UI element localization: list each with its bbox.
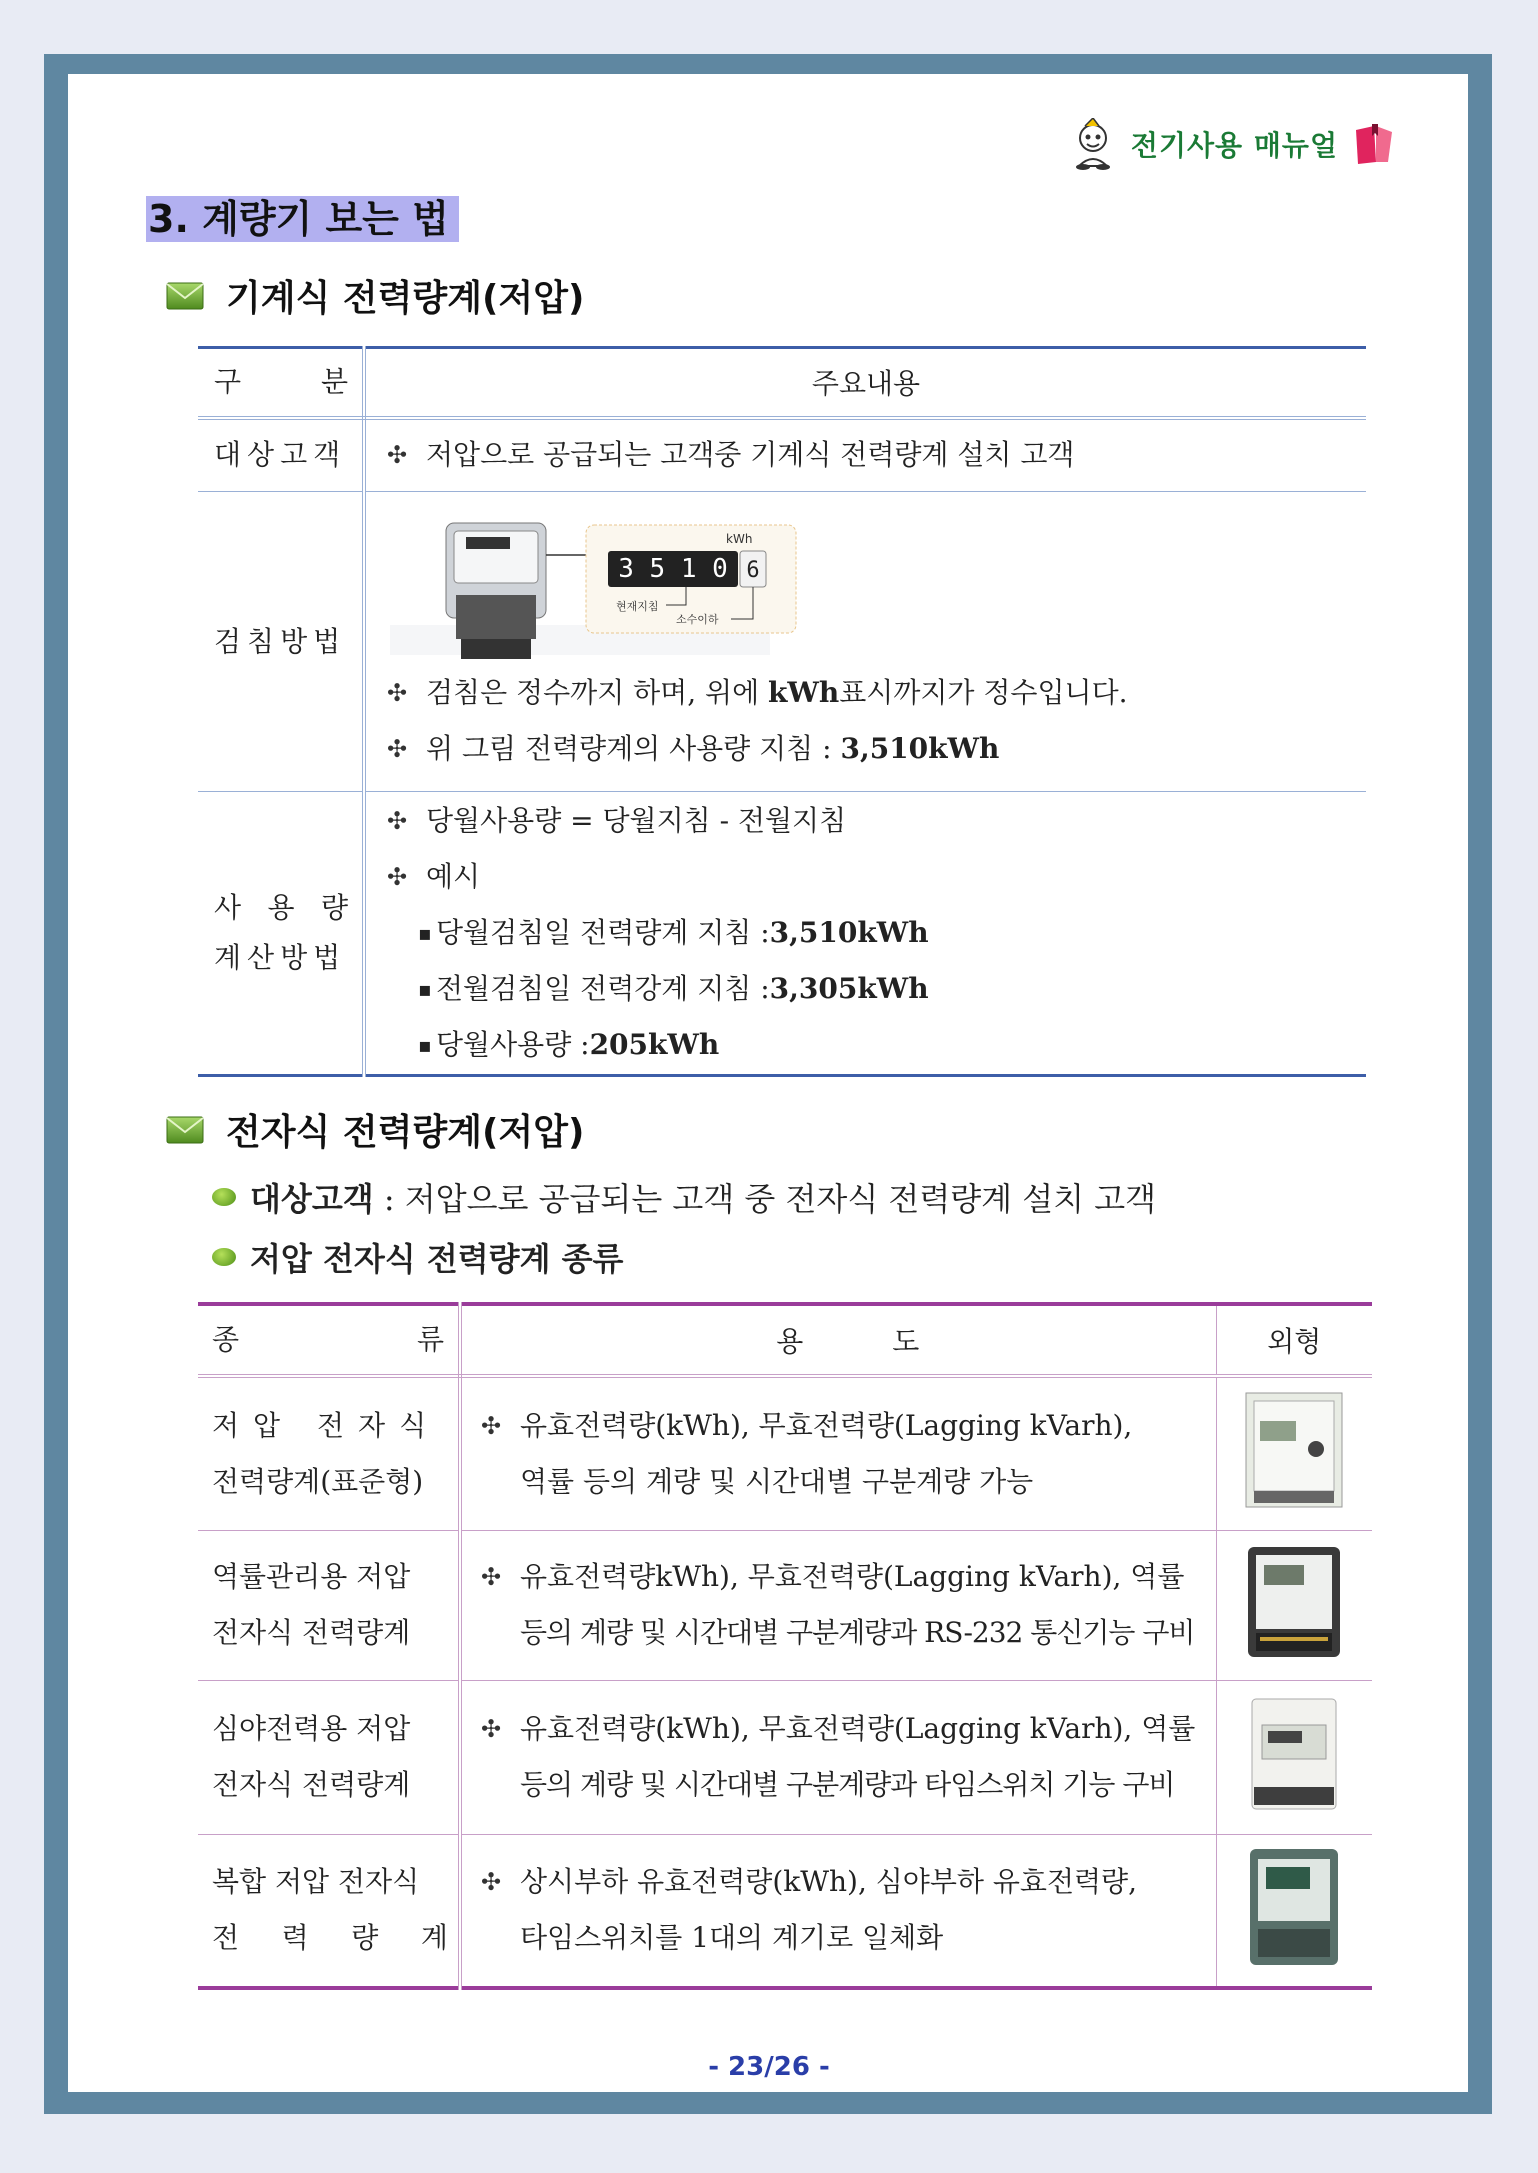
- table-row: [198, 1834, 1372, 1988]
- table-row: [198, 1680, 1372, 1834]
- table-header-row: [198, 1304, 1372, 1376]
- standard-meter-image: [1244, 1391, 1344, 1509]
- meter-illustration: [386, 515, 1366, 665]
- meter-name-line1: 심야전력용 저압: [212, 1712, 411, 1745]
- table-header-row: [198, 348, 1366, 418]
- diamond-bullet-icon: ✣: [480, 1411, 502, 1440]
- square-bullet-icon: ▪: [418, 921, 432, 945]
- reading-rule-text-end: 표시까지가 정수입니다.: [839, 675, 1128, 709]
- square-bullet-icon: ▪: [418, 977, 432, 1001]
- table-row: [198, 1530, 1372, 1680]
- bullet-label: 대상고객: [250, 1180, 374, 1218]
- meter-decimal: 6: [746, 557, 760, 583]
- book-icon: [1352, 122, 1398, 166]
- bullet-meter-types: [212, 1234, 623, 1280]
- example-item-text: 당월사용량 :: [436, 1028, 590, 1061]
- formula-text: 당월사용량 = 당월지침 - 전월지침: [426, 804, 847, 837]
- bullet-label: 저압 전자식 전력량계 종류: [250, 1240, 624, 1278]
- meter-unit: kWh: [726, 531, 753, 546]
- header-bun: 분: [320, 365, 348, 399]
- meter-current-label: 현재지침: [616, 599, 659, 613]
- brand-title: 전기사용 매뉴얼: [1130, 129, 1338, 162]
- table-row: [198, 792, 1366, 1076]
- row-label: 대상고객: [198, 418, 364, 492]
- reading-example-value: 3,510kWh: [840, 731, 1000, 765]
- meter-reading-diagram: [386, 515, 946, 665]
- header-gu: 구: [214, 365, 242, 399]
- diamond-bullet-icon: ✣: [386, 863, 408, 891]
- combined-meter-image: [1244, 1845, 1344, 1969]
- meter-decimal-label: 소수이하: [676, 612, 719, 626]
- bullet-target-customers: [212, 1174, 1156, 1220]
- meter-name-line1: 복합 저압 전자식: [212, 1865, 420, 1899]
- row-label: 검침방법: [198, 492, 364, 792]
- diamond-bullet-icon: ✣: [386, 678, 408, 707]
- example-item-text: 전월검침일 전력강계 지침 :: [436, 972, 770, 1005]
- row-label-line2: 계산방법: [214, 941, 347, 974]
- header-appearance: 외형: [1216, 1304, 1372, 1376]
- meter-name-line2: 전 력 량 계: [212, 1921, 448, 1955]
- section-heading-text: 전자식 전력량계(저압): [226, 1112, 585, 1153]
- usage-line2: 등의 계량 및 시간대별 구분계량과 RS-232 통신기능 구비: [520, 1616, 1195, 1649]
- example-item-value: 3,305kWh: [769, 972, 929, 1005]
- diamond-bullet-icon: ✣: [480, 1868, 502, 1897]
- example-item-value: 3,510kWh: [769, 916, 929, 949]
- mascot-icon: [1069, 118, 1117, 170]
- section-heading-electronic: [166, 1104, 584, 1155]
- header-usage: 용 도: [460, 1304, 1216, 1376]
- example-label: 예시: [426, 860, 481, 893]
- example-item-text: 당월검침일 전력량계 지침 :: [436, 916, 770, 949]
- example-item-value: 205kWh: [589, 1028, 720, 1061]
- night-power-meter-image: [1244, 1695, 1344, 1813]
- power-factor-meter-image: [1244, 1543, 1344, 1661]
- envelope-icon: [166, 1115, 204, 1145]
- usage-line2: 역률 등의 계량 및 시간대별 구분계량 가능: [520, 1464, 1034, 1498]
- meter-name-line2: 전자식 전력량계: [212, 1768, 411, 1801]
- row-label-line1: 사 용 량: [214, 891, 348, 924]
- reading-example-text: 위 그림 전력량계의 사용량 지침 :: [426, 731, 841, 765]
- page-title: 3. 계량기 보는 법: [146, 196, 459, 242]
- meter-digits: 3 5 1 0: [618, 553, 728, 584]
- section-heading-text: 기계식 전력량계(저압): [226, 278, 585, 319]
- section-heading-mechanical: [166, 270, 584, 321]
- diamond-bullet-icon: ✣: [386, 734, 408, 763]
- header-ryu: 류: [416, 1323, 444, 1356]
- reading-rule-unit: kWh: [768, 675, 840, 709]
- meter-name-line1: 역률관리용 저압: [212, 1560, 411, 1593]
- diamond-bullet-icon: ✣: [386, 807, 408, 835]
- usage-line1: 유효전력량(kWh), 무효전력량(Lagging kVarh), 역률: [520, 1712, 1196, 1745]
- usage-line2: 타임스위치를 1대의 계기로 일체화: [520, 1921, 944, 1955]
- diamond-bullet-icon: ✣: [480, 1563, 502, 1591]
- row-text: 저압으로 공급되는 고객중 기계식 전력량계 설치 고객: [426, 438, 1075, 472]
- green-bullet-icon: [212, 1188, 236, 1206]
- usage-line1: 상시부하 유효전력량(kWh), 심야부하 유효전력량,: [520, 1865, 1137, 1899]
- diamond-bullet-icon: ✣: [386, 441, 408, 470]
- diamond-bullet-icon: ✣: [480, 1715, 502, 1743]
- table-row: [198, 1376, 1372, 1530]
- table-row: [198, 418, 1366, 492]
- mechanical-meter-table: [198, 346, 1366, 1077]
- envelope-icon: [166, 281, 204, 311]
- bullet-text: : 저압으로 공급되는 고객 중 전자식 전력량계 설치 고객: [373, 1180, 1157, 1218]
- meter-name-line2: 전력량계(표준형): [212, 1464, 424, 1498]
- header-jong: 종: [212, 1323, 240, 1356]
- electronic-meter-table: [198, 1302, 1372, 1990]
- page-number: - 23/26 -: [708, 2052, 830, 2082]
- square-bullet-icon: ▪: [418, 1033, 432, 1057]
- usage-line1: 유효전력량kWh), 무효전력량(Lagging kVarh), 역률: [520, 1560, 1185, 1593]
- meter-name-line2: 전자식 전력량계: [212, 1616, 411, 1649]
- usage-line2: 등의 계량 및 시간대별 구분계량과 타임스위치 기능 구비: [520, 1768, 1175, 1801]
- header-main-content: 주요내용: [364, 348, 1366, 418]
- meter-name-line1: 저압 전자식: [212, 1408, 441, 1442]
- green-bullet-icon: [212, 1248, 236, 1266]
- reading-rule-text: 검침은 정수까지 하며, 위에: [426, 675, 769, 709]
- table-row: [198, 492, 1366, 792]
- usage-line1: 유효전력량(kWh), 무효전력량(Lagging kVarh),: [520, 1408, 1133, 1442]
- brand-header: [1069, 118, 1398, 170]
